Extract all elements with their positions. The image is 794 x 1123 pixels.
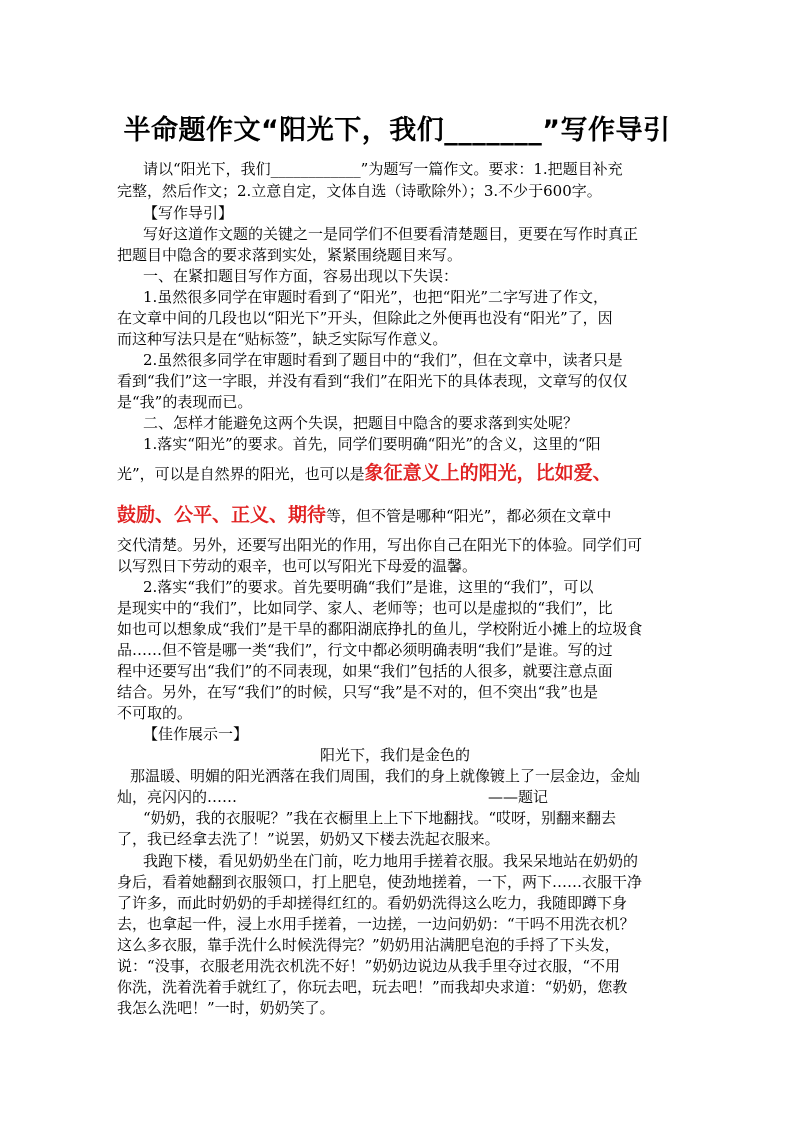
text-line: 完整，然后作文；2.立意自定，文体自选（诗歌除外）；3.不少于600字。 [117, 182, 602, 200]
text-line: 身后，看着她翻到衣服领口，打上肥皂，使劲地搓着，一下，两下……衣服干净 [117, 873, 643, 891]
text-line: “奶奶，我的衣服呢？”我在衣橱里上上下下地翻找。“哎呀，别翻来翻去 [143, 809, 617, 827]
text-line: 以写烈日下劳动的艰辛，也可以写阳光下母爱的温馨。 [117, 557, 478, 575]
text-line: 写好这道作文题的关键之一是同学们不但要看清楚题目，更要在写作时真正 [143, 225, 639, 243]
text-line: 2.落实“我们”的要求。首先要明确“我们”是谁，这里的“我们”，可以 [143, 578, 594, 596]
text-line-mixed [117, 502, 611, 529]
section-heading: 【写作导引】 [143, 204, 234, 222]
text-line: 看到“我们”这一字眼，并没有看到“我们”在阳光下的具体表现，文章写的仅仅 [117, 372, 628, 390]
text-line: 你洗，洗着洗着手就红了，你玩去吧，玩去吧！”而我却央求道：“奶奶，您教 [117, 978, 628, 996]
text-line: 1.虽然很多同学在审题时看到了“阳光”，也把“阳光”二字写进了作文， [143, 288, 608, 306]
text-line: 了，我已经拿去洗了！”说罢，奶奶又下楼去洗起衣服来。 [117, 830, 500, 848]
text-line: 而这种写法只是在“贴标签”，缺乏实际写作意义。 [117, 330, 448, 348]
text-line: 灿，亮闪闪的…… [117, 788, 238, 806]
text-line: 在文章中间的几段也以“阳光下”开头，但除此之外便再也没有“阳光”了，因 [117, 309, 613, 327]
text-line: 那温暖、明媚的阳光洒落在我们周围，我们的身上就像镀上了一层金边，金灿 [130, 767, 641, 785]
text-line: 品……但不管是哪一类“我们”，行文中都必须明确表明“我们”是谁。写的过 [117, 641, 613, 659]
text-line: 如也可以想象成“我们”是干旱的鄱阳湖底挣扎的鱼儿，学校附近小摊上的垃圾食 [117, 620, 643, 638]
text-line: 不可取的。 [117, 704, 193, 722]
text-line: 把题目中隐含的要求落到实处，紧紧围绕题目来写。 [117, 246, 463, 264]
text-line: 结合。另外，在写“我们”的时候，只写“我”是不对的，但不突出“我”也是 [117, 683, 599, 701]
text-line: 我跑下楼，看见奶奶坐在门前，吃力地用手搓着衣服。我呆呆地站在奶奶的 [143, 852, 639, 870]
essay-title: 阳光下，我们是金色的 [320, 746, 471, 764]
text-line: 2.虽然很多同学在审题时看到了题目中的“我们”，但在文章中，读者只是 [143, 351, 623, 369]
text-line: 是现实中的“我们”，比如同学、家人、老师等；也可以是虚拟的“我们”，比 [117, 599, 613, 617]
text-line: 程中还要写出“我们”的不同表现，如果“我们”包括的人很多，就要注意点面 [117, 662, 613, 680]
text-line: 请以“阳光下，我们____________”为题写一篇作文。要求：1.把题目补充 [143, 160, 623, 178]
text-line: 是“我”的表现而已。 [117, 393, 253, 411]
text-line: 这么多衣服，靠手洗什么时候洗得完？”奶奶用沾满肥皂泡的手捋了下头发， [117, 936, 620, 954]
highlight-text: 鼓励、公平、正义、期待 [117, 504, 327, 526]
text-line: 一、在紧扣题目写作方面，容易出现以下失误： [143, 267, 459, 285]
text-span: 光”，可以是自然界的阳光，也可以是 [117, 465, 365, 483]
text-line: 交代清楚。另外，还要写出阳光的作用，写出你自己在阳光下的体验。同学们可 [117, 536, 643, 554]
text-span: 等，但不管是哪种“阳光”，都必须在文章中 [326, 507, 612, 525]
section-heading: 【佳作展示一】 [143, 725, 249, 743]
text-line: 了许多，而此时奶奶的手却搓得红红的。看奶奶洗得这么吃力，我随即蹲下身 [117, 894, 628, 912]
epigraph-label: ——题记 [488, 788, 549, 806]
text-line: 二、怎样才能避免这两个失误，把题目中隐含的要求落到实处呢？ [143, 414, 579, 432]
text-line: 去，也拿起一件，浸上水用手搓着，一边搓，一边问奶奶：“干吗不用洗衣机？ [117, 915, 635, 933]
page-title: 半命题作文“阳光下，我们_______”写作导引 [123, 115, 671, 146]
text-line: 说：“没事，衣服老用洗衣机洗不好！”奶奶边说边从我手里夺过衣服，“不用 [117, 957, 621, 975]
highlight-text: 象征意义上的阳光，比如爱、 [364, 462, 612, 484]
text-line-mixed [117, 460, 612, 487]
text-line: 我怎么洗吧！”一时，奶奶笑了。 [117, 999, 335, 1017]
text-line: 1.落实“阳光”的要求。首先，同学们要明确“阳光”的含义，这里的“阳 [143, 435, 601, 453]
